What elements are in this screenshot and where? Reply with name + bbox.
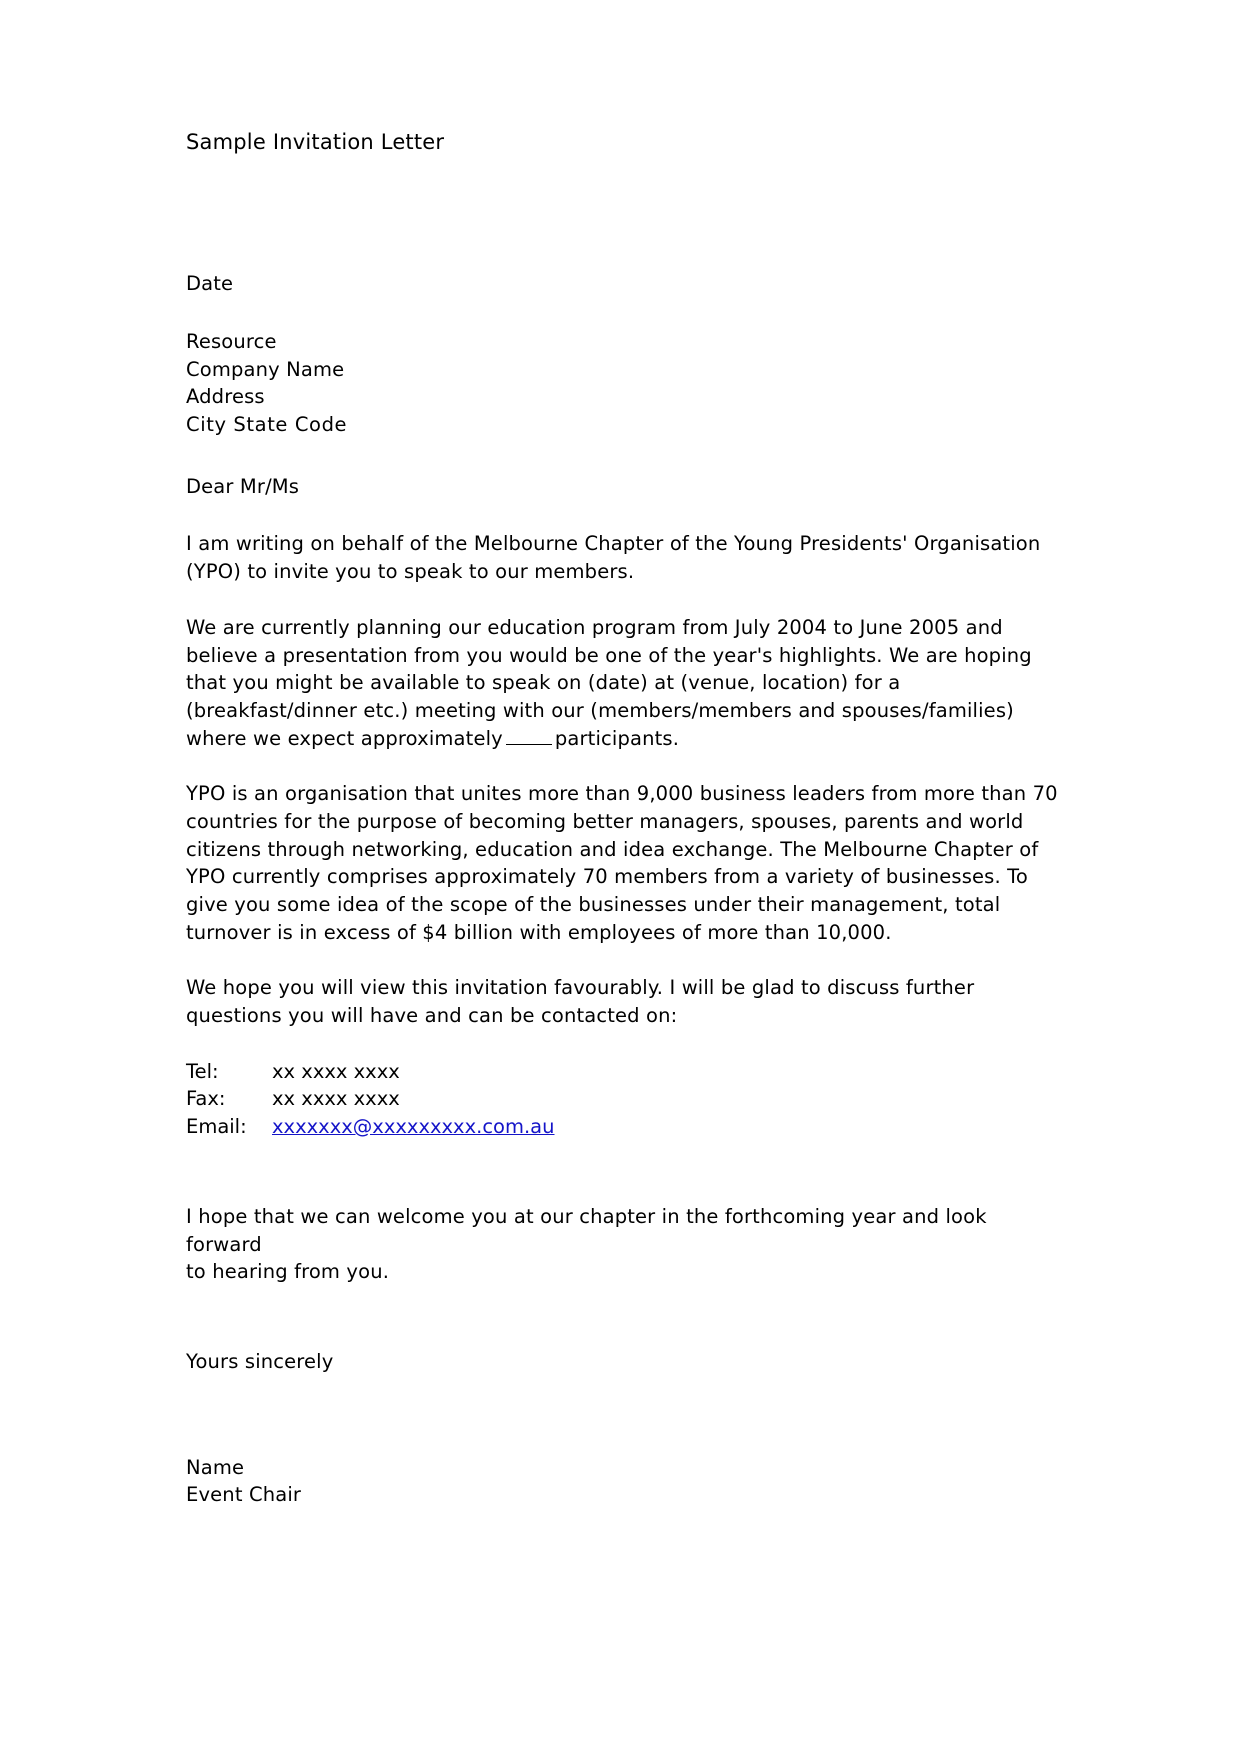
spacer: [186, 156, 1066, 270]
spacer: [186, 1286, 1066, 1348]
spacer: [186, 586, 1066, 614]
paragraph-line: citizens through networking, education and idea exchange. The Melbourne Chapter of: [186, 837, 1039, 861]
spacer: [186, 1030, 1066, 1058]
spacer: [186, 439, 1066, 473]
table-row: [186, 1085, 555, 1113]
paragraph-line: that you might be available to speak on (date) at (venue, location) for a: [186, 671, 901, 695]
email-link[interactable]: xxxxxxx@xxxxxxxxx.com.au: [272, 1115, 555, 1139]
date-placeholder: Date: [186, 272, 234, 296]
paragraph-about-ypo: [186, 780, 1066, 946]
paragraph-line: YPO currently comprises approximately 70 members from a variety of businesses. To: [186, 865, 1029, 889]
page-title: Sample Invitation Letter: [186, 130, 445, 154]
spacer: [186, 946, 1066, 974]
contact-label-tel: Tel:: [186, 1059, 219, 1083]
paragraph-line: YPO is an organisation that unites more than 9,000 business leaders from more than 70: [186, 782, 1058, 806]
paragraph-line: We are currently planning our education program from July 2004 to June 2005 and: [186, 615, 1003, 639]
paragraph-line: questions you will have and can be contacted on:: [186, 1004, 678, 1028]
table-row: [186, 1058, 555, 1086]
signature-name: Name: [186, 1455, 245, 1479]
paragraph-intro: [186, 530, 1066, 585]
paragraph-line: (breakfast/dinner etc.) meeting with our (members/members and spouses/families): [186, 698, 1014, 722]
recipient-line-2: Company Name: [186, 357, 345, 381]
contact-value-fax: xx xxxx xxxx: [272, 1087, 400, 1111]
paragraph-line: believe a presentation from you would be one of the year's highlights. We are hoping: [186, 643, 1032, 667]
paragraph-line: countries for the purpose of becoming better managers, spouses, parents and world: [186, 809, 1024, 833]
paragraph-line: I hope that we can welcome you at our chapter in the forthcoming year and look forward: [186, 1204, 987, 1256]
paragraph-closing-hope: [186, 1203, 1066, 1286]
paragraph-contact-intro: [186, 974, 1066, 1029]
blank-fill-field[interactable]: [506, 730, 552, 745]
paragraph-line-suffix: participants.: [554, 726, 680, 750]
letter-body: [186, 128, 1066, 1509]
paragraph-line: to hearing from you.: [186, 1260, 390, 1284]
paragraph-line: give you some idea of the scope of the businesses under their management, total: [186, 893, 1001, 917]
contact-label-email: Email:: [186, 1115, 247, 1139]
paragraph-line: turnover is in excess of $4 billion with employees of more than 10,000.: [186, 920, 892, 944]
contact-value-email: [272, 1113, 555, 1141]
signature-block: [186, 1454, 1066, 1509]
recipient-line-3: Address: [186, 385, 265, 409]
recipient-line-4: City State Code: [186, 413, 348, 437]
paragraph-line: (YPO) to invite you to speak to our members.: [186, 560, 635, 584]
closing-salutation: Yours sincerely: [186, 1349, 334, 1373]
salutation: Dear Mr/Ms: [186, 474, 300, 498]
recipient-line-1: Resource: [186, 330, 277, 354]
spacer: [186, 500, 1066, 530]
contact-label-fax: Fax:: [186, 1087, 226, 1111]
paragraph-line-prefix: where we expect approximately: [186, 726, 503, 750]
contact-details-table: [186, 1058, 555, 1141]
table-row: [186, 1113, 555, 1141]
contact-value-tel: xx xxxx xxxx: [272, 1059, 400, 1083]
signature-space: [186, 1376, 1066, 1454]
paragraph-line: I am writing on behalf of the Melbourne Chapter of the Young Presidents' Organisation: [186, 532, 1041, 556]
spacer: [186, 752, 1066, 780]
recipient-address: [186, 328, 1066, 439]
paragraph-line: We hope you will view this invitation favourably. I will be glad to discuss further: [186, 976, 975, 1000]
spacer: [186, 1141, 1066, 1203]
signature-role: Event Chair: [186, 1483, 302, 1507]
spacer: [186, 298, 1066, 328]
paragraph-program: [186, 614, 1066, 752]
paragraph-line-with-blank: [186, 725, 1066, 753]
